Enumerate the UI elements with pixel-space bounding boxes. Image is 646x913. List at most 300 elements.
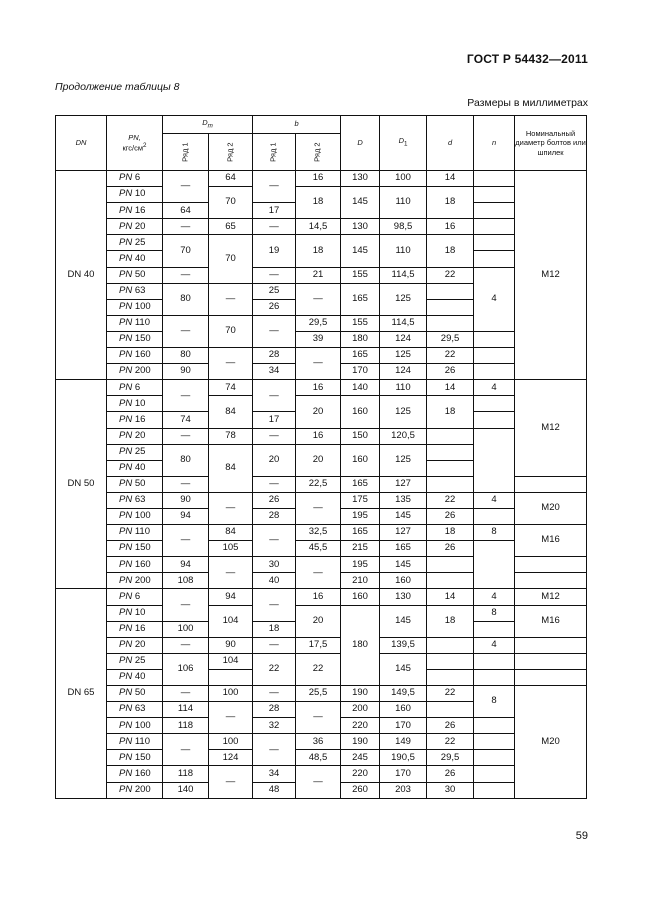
table-caption: Продолжение таблицы 8 xyxy=(55,81,180,93)
d1-cell: 114,5 xyxy=(380,267,427,283)
pn-cell: PN 63 xyxy=(107,702,163,718)
d-small-cell: 26 xyxy=(427,508,474,524)
b-row1-cell: — xyxy=(253,380,296,412)
d-cell: 220 xyxy=(341,718,380,734)
pn-cell: PN 150 xyxy=(107,750,163,766)
dm-row2-cell: 100 xyxy=(209,686,253,702)
pn-cell: PN 25 xyxy=(107,444,163,460)
bolt-cell xyxy=(515,637,587,653)
dm-row1-cell: 80 xyxy=(163,283,209,315)
dm-row2-cell: 90 xyxy=(209,637,253,653)
d1-cell: 145 xyxy=(380,653,427,685)
b-row2-cell: — xyxy=(296,492,341,524)
table-body xyxy=(56,171,587,799)
table-row xyxy=(56,686,587,702)
bolt-cell: M20 xyxy=(515,686,587,799)
bolt-cell xyxy=(515,573,587,589)
dm-row1-cell: — xyxy=(163,637,209,653)
dm-row1-cell: 64 xyxy=(163,203,209,219)
bolt-cell: M20 xyxy=(515,492,587,524)
d1-cell: 125 xyxy=(380,283,427,315)
table-row xyxy=(56,171,587,187)
n-cell: 8 xyxy=(474,686,515,718)
n-cell xyxy=(474,235,515,251)
bolt-cell xyxy=(515,476,587,492)
d1-cell: 190,5 xyxy=(380,750,427,766)
pn-cell: PN 200 xyxy=(107,782,163,798)
dm-row1-cell: 114 xyxy=(163,702,209,718)
b-row1-cell: 26 xyxy=(253,492,296,508)
pn-cell: PN 160 xyxy=(107,766,163,782)
bolt-cell: M12 xyxy=(515,380,587,477)
b-row2-cell: 22 xyxy=(296,653,341,685)
n-cell xyxy=(474,718,515,734)
pn-cell: PN 110 xyxy=(107,525,163,541)
d1-cell: 110 xyxy=(380,380,427,396)
dm-row1-cell: 106 xyxy=(163,653,209,685)
b-row2-cell: 25,5 xyxy=(296,686,341,702)
table-row xyxy=(56,589,587,605)
dm-row1-cell: — xyxy=(163,589,209,621)
n-cell xyxy=(474,396,515,412)
pn-cell: PN 100 xyxy=(107,718,163,734)
b-row2-cell: 39 xyxy=(296,331,341,347)
n-cell xyxy=(474,653,515,669)
dm-row2-cell: 94 xyxy=(209,589,253,605)
table-row xyxy=(56,734,587,750)
dm-row2-cell: 65 xyxy=(209,219,253,235)
b-row1-cell: — xyxy=(253,589,296,621)
d-small-cell: 16 xyxy=(427,219,474,235)
b-row1-cell: — xyxy=(253,315,296,347)
header-dm: $D_m$ xyxy=(163,116,253,134)
dm-row1-cell: — xyxy=(163,380,209,412)
dm-row1-cell: — xyxy=(163,171,209,203)
n-cell: 4 xyxy=(474,492,515,508)
pn-cell: PN 160 xyxy=(107,348,163,364)
header-b: b xyxy=(253,116,341,134)
dm-row2-cell: 70 xyxy=(209,235,253,283)
d-cell: 220 xyxy=(341,766,380,782)
pn-cell: PN 50 xyxy=(107,686,163,702)
dm-row1-cell: — xyxy=(163,525,209,557)
bolt-cell: M16 xyxy=(515,605,587,637)
table-row xyxy=(56,605,587,621)
dm-row2-cell: 84 xyxy=(209,444,253,492)
dm-row1-cell: 94 xyxy=(163,508,209,524)
pn-cell: PN 200 xyxy=(107,573,163,589)
dm-row1-cell: 108 xyxy=(163,573,209,589)
pn-cell: PN 6 xyxy=(107,171,163,187)
d-small-cell xyxy=(427,637,474,653)
dm-row1-cell: — xyxy=(163,267,209,283)
n-cell: 4 xyxy=(474,637,515,653)
dm-row1-cell: — xyxy=(163,686,209,702)
pn-cell: PN 200 xyxy=(107,364,163,380)
header-dn: DN xyxy=(56,116,107,171)
n-cell xyxy=(474,750,515,766)
d-small-cell: 26 xyxy=(427,766,474,782)
pn-cell: PN 110 xyxy=(107,734,163,750)
d-small-cell xyxy=(427,460,474,476)
d-cell: 210 xyxy=(341,573,380,589)
d1-cell: 130 xyxy=(380,589,427,605)
d-small-cell: 22 xyxy=(427,734,474,750)
pn-cell: PN 150 xyxy=(107,541,163,557)
d-small-cell: 14 xyxy=(427,380,474,396)
pn-cell: PN 50 xyxy=(107,267,163,283)
table-row xyxy=(56,750,587,766)
d1-cell: 98,5 xyxy=(380,219,427,235)
pn-cell: PN 63 xyxy=(107,492,163,508)
flange-dimensions-table xyxy=(55,115,587,799)
table-row xyxy=(56,653,587,669)
dm-row2-cell: 84 xyxy=(209,396,253,428)
dm-row1-cell: 140 xyxy=(163,782,209,798)
d-small-cell: 26 xyxy=(427,364,474,380)
bolt-cell: M12 xyxy=(515,589,587,605)
b-row1-cell: — xyxy=(253,686,296,702)
table-row xyxy=(56,428,587,444)
dm-row1-cell: 80 xyxy=(163,348,209,364)
b-row1-cell: 26 xyxy=(253,299,296,315)
n-cell xyxy=(474,669,515,685)
table-row xyxy=(56,348,587,364)
pn-cell: PN 20 xyxy=(107,637,163,653)
bolt-cell: M12 xyxy=(515,171,587,380)
b-row1-cell: 18 xyxy=(253,621,296,637)
d-cell: 180 xyxy=(341,331,380,347)
d-small-cell xyxy=(427,283,474,299)
dm-row2-cell: 104 xyxy=(209,653,253,669)
n-cell xyxy=(474,734,515,750)
d1-cell: 203 xyxy=(380,782,427,798)
d-cell: 195 xyxy=(341,557,380,573)
table-row xyxy=(56,187,587,203)
pn-cell: PN 40 xyxy=(107,669,163,685)
d-cell: 170 xyxy=(341,364,380,380)
n-cell xyxy=(474,251,515,267)
pn-cell: PN 16 xyxy=(107,621,163,637)
header-bolt-diameter: Номинальный диаметр болтов или шпилек xyxy=(515,116,587,171)
dm-row2-cell: 84 xyxy=(209,525,253,541)
bolt-cell: M16 xyxy=(515,525,587,557)
b-row2-cell: 16 xyxy=(296,589,341,605)
d-cell: 160 xyxy=(341,396,380,428)
pn-cell: PN 63 xyxy=(107,283,163,299)
dm-row2-cell: 64 xyxy=(209,171,253,187)
d-small-cell xyxy=(427,653,474,669)
dm-row1-cell: — xyxy=(163,428,209,444)
n-cell xyxy=(474,766,515,782)
d-small-cell xyxy=(427,315,474,331)
b-row2-cell: 16 xyxy=(296,171,341,187)
dm-row1-cell: — xyxy=(163,734,209,766)
b-row1-cell: 25 xyxy=(253,283,296,299)
dm-row2-cell: 100 xyxy=(209,734,253,750)
b-row2-cell: 16 xyxy=(296,380,341,396)
dm-row2-cell: 70 xyxy=(209,187,253,219)
d1-cell: 139,5 xyxy=(380,637,427,653)
dm-row2-cell: — xyxy=(209,283,253,315)
b-row1-cell: 28 xyxy=(253,702,296,718)
d-cell: 145 xyxy=(341,235,380,267)
dm-row2-cell: 74 xyxy=(209,380,253,396)
d-small-cell: 18 xyxy=(427,396,474,428)
b-row2-cell: 32,5 xyxy=(296,525,341,541)
pn-cell: PN 10 xyxy=(107,605,163,621)
header-d-small: d xyxy=(427,116,474,171)
b-row1-cell: 28 xyxy=(253,348,296,364)
dm-row1-cell: 70 xyxy=(163,235,209,267)
d-small-cell xyxy=(427,573,474,589)
d-small-cell: 18 xyxy=(427,187,474,219)
dm-row2-cell: — xyxy=(209,702,253,734)
d1-cell: 125 xyxy=(380,396,427,428)
pn-cell: PN 40 xyxy=(107,460,163,476)
b-row1-cell: 17 xyxy=(253,412,296,428)
pn-cell: PN 25 xyxy=(107,235,163,251)
d1-cell: 110 xyxy=(380,187,427,219)
d-small-cell xyxy=(427,299,474,315)
n-cell: 4 xyxy=(474,589,515,605)
d1-cell: 125 xyxy=(380,444,427,476)
n-cell xyxy=(474,187,515,203)
dm-row2-cell: 124 xyxy=(209,750,253,766)
b-row2-cell: 45,5 xyxy=(296,541,341,557)
table-row xyxy=(56,331,587,347)
d-cell: 155 xyxy=(341,267,380,283)
d-cell: 165 xyxy=(341,525,380,541)
b-row2-cell: — xyxy=(296,702,341,734)
units-note: Размеры в миллиметрах xyxy=(467,97,588,109)
d-cell: 180 xyxy=(341,605,380,685)
b-row2-cell: 20 xyxy=(296,396,341,428)
header-pn: PN, кгс/$см^2$ xyxy=(107,116,163,171)
d-small-cell: 29,5 xyxy=(427,750,474,766)
d1-cell: 149,5 xyxy=(380,686,427,702)
b-row1-cell: 22 xyxy=(253,653,296,685)
b-row1-cell: — xyxy=(253,734,296,766)
table-row xyxy=(56,219,587,235)
pn-cell: PN 100 xyxy=(107,508,163,524)
b-row2-cell: 36 xyxy=(296,734,341,750)
b-row2-cell: 20 xyxy=(296,605,341,637)
pn-cell: PN 150 xyxy=(107,331,163,347)
b-row2-cell: — xyxy=(296,766,341,798)
n-cell xyxy=(474,171,515,187)
b-row1-cell: — xyxy=(253,428,296,444)
n-cell: 8 xyxy=(474,605,515,621)
dm-row1-cell: 90 xyxy=(163,492,209,508)
b-row1-cell: 20 xyxy=(253,444,296,476)
d1-cell: 145 xyxy=(380,605,427,637)
dm-row1-cell: — xyxy=(163,476,209,492)
dm-row1-cell: 100 xyxy=(163,621,209,637)
d-cell: 160 xyxy=(341,444,380,476)
dn-group-label: DN 65 xyxy=(56,589,107,798)
d1-cell: 149 xyxy=(380,734,427,750)
dm-row2-cell: 105 xyxy=(209,541,253,557)
dm-row1-cell: 90 xyxy=(163,364,209,380)
d1-cell: 170 xyxy=(380,718,427,734)
b-row1-cell: 48 xyxy=(253,782,296,798)
d-cell: 175 xyxy=(341,492,380,508)
pn-cell: PN 25 xyxy=(107,653,163,669)
n-cell xyxy=(474,203,515,219)
n-cell xyxy=(474,428,515,492)
d1-cell: 114,5 xyxy=(380,315,427,331)
b-row1-cell: — xyxy=(253,525,296,557)
n-cell xyxy=(474,508,515,524)
pn-cell: PN 100 xyxy=(107,299,163,315)
n-cell xyxy=(474,621,515,637)
dm-row1-cell: — xyxy=(163,315,209,347)
b-row2-cell: 21 xyxy=(296,267,341,283)
n-cell: 4 xyxy=(474,267,515,331)
n-cell xyxy=(474,541,515,589)
d-small-cell: 30 xyxy=(427,782,474,798)
header-d-big: D xyxy=(341,116,380,171)
d-cell: 200 xyxy=(341,702,380,718)
d-cell: 155 xyxy=(341,315,380,331)
dm-row1-cell: — xyxy=(163,219,209,235)
pn-cell: PN 6 xyxy=(107,589,163,605)
b-row2-cell: 17,5 xyxy=(296,637,341,653)
n-cell xyxy=(474,364,515,380)
d-small-cell: 14 xyxy=(427,171,474,187)
d-small-cell xyxy=(427,702,474,718)
dm-row2-cell: — xyxy=(209,492,253,524)
d-cell: 215 xyxy=(341,541,380,557)
d-small-cell: 18 xyxy=(427,525,474,541)
header-dm-row2: Ряд 2 xyxy=(209,134,253,171)
b-row1-cell: — xyxy=(253,476,296,492)
b-row1-cell: 32 xyxy=(253,718,296,734)
d1-cell: 160 xyxy=(380,702,427,718)
b-row1-cell: 34 xyxy=(253,766,296,782)
header-n: n xyxy=(474,116,515,171)
dm-row2-cell: 104 xyxy=(209,605,253,637)
b-row1-cell: 28 xyxy=(253,508,296,524)
header-b-row1: Ряд 1 xyxy=(253,134,296,171)
pn-cell: PN 10 xyxy=(107,187,163,203)
b-row2-cell: 22,5 xyxy=(296,476,341,492)
d-small-cell xyxy=(427,557,474,573)
d1-cell: 160 xyxy=(380,573,427,589)
table-row xyxy=(56,766,587,782)
d-small-cell: 22 xyxy=(427,492,474,508)
table-row xyxy=(56,267,587,283)
d1-cell: 124 xyxy=(380,331,427,347)
d1-cell: 125 xyxy=(380,348,427,364)
b-row1-cell: 34 xyxy=(253,364,296,380)
table-row xyxy=(56,235,587,251)
b-row2-cell: 18 xyxy=(296,187,341,219)
b-row2-cell: 14,5 xyxy=(296,219,341,235)
d-small-cell xyxy=(427,428,474,444)
d-cell: 195 xyxy=(341,508,380,524)
table-row xyxy=(56,525,587,541)
b-row1-cell: — xyxy=(253,219,296,235)
d1-cell: 100 xyxy=(380,171,427,187)
dm-row2-cell xyxy=(209,669,253,685)
b-row1-cell: 19 xyxy=(253,235,296,267)
d-cell: 145 xyxy=(341,187,380,219)
document-code-header: ГОСТ Р 54432—2011 xyxy=(466,52,588,66)
d-cell: 165 xyxy=(341,476,380,492)
d-small-cell: 22 xyxy=(427,267,474,283)
d1-cell: 124 xyxy=(380,364,427,380)
d1-cell: 127 xyxy=(380,476,427,492)
d-cell: 260 xyxy=(341,782,380,798)
d-cell: 150 xyxy=(341,428,380,444)
b-row1-cell: 40 xyxy=(253,573,296,589)
b-row2-cell: 18 xyxy=(296,235,341,267)
dm-row2-cell: 70 xyxy=(209,315,253,347)
table-row xyxy=(56,541,587,557)
b-row2-cell: 20 xyxy=(296,444,341,476)
b-row1-cell: — xyxy=(253,171,296,203)
d-small-cell: 26 xyxy=(427,718,474,734)
dm-row1-cell: 118 xyxy=(163,766,209,782)
dn-group-label: DN 50 xyxy=(56,380,107,589)
pn-cell: PN 20 xyxy=(107,428,163,444)
d-cell: 165 xyxy=(341,348,380,364)
d-cell: 140 xyxy=(341,380,380,396)
n-cell xyxy=(474,331,515,347)
dm-row2-cell: 78 xyxy=(209,428,253,444)
pn-cell: PN 6 xyxy=(107,380,163,396)
d-cell: 160 xyxy=(341,589,380,605)
table-row xyxy=(56,637,587,653)
d-small-cell: 18 xyxy=(427,235,474,267)
dm-row1-cell: 94 xyxy=(163,557,209,573)
dn-group-label: DN 40 xyxy=(56,171,107,380)
table-row xyxy=(56,396,587,412)
d-small-cell: 22 xyxy=(427,686,474,702)
n-cell xyxy=(474,219,515,235)
table-row xyxy=(56,492,587,508)
pn-cell: PN 160 xyxy=(107,557,163,573)
header-d1: $D_1$ xyxy=(380,116,427,171)
d-small-cell xyxy=(427,669,474,685)
d1-cell: 145 xyxy=(380,508,427,524)
pn-cell: PN 16 xyxy=(107,203,163,219)
pn-cell: PN 20 xyxy=(107,219,163,235)
d1-cell: 110 xyxy=(380,235,427,267)
d-small-cell xyxy=(427,444,474,460)
page-number: 59 xyxy=(575,830,588,842)
d-cell: 245 xyxy=(341,750,380,766)
d1-cell: 135 xyxy=(380,492,427,508)
d-small-cell: 29,5 xyxy=(427,331,474,347)
header-dm-row1: Ряд 1 xyxy=(163,134,209,171)
d1-cell: 170 xyxy=(380,766,427,782)
pn-cell: PN 50 xyxy=(107,476,163,492)
d1-cell: 145 xyxy=(380,557,427,573)
d-small-cell: 22 xyxy=(427,348,474,364)
pn-cell: PN 110 xyxy=(107,315,163,331)
b-row2-cell: — xyxy=(296,348,341,380)
n-cell xyxy=(474,782,515,798)
header-b-row2: Ряд 2 xyxy=(296,134,341,171)
b-row1-cell: 30 xyxy=(253,557,296,573)
b-row2-cell: — xyxy=(296,557,341,589)
bolt-cell xyxy=(515,653,587,669)
d-small-cell xyxy=(427,476,474,492)
dm-row2-cell: — xyxy=(209,348,253,380)
